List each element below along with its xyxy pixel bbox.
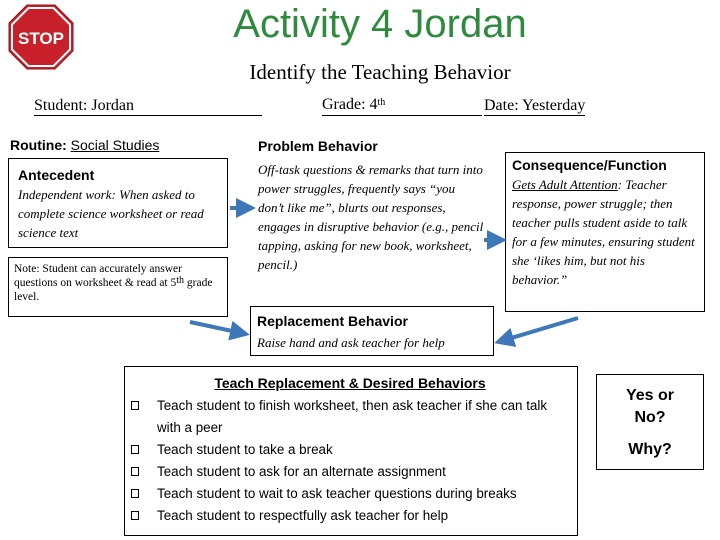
- list-item-text: Teach student to finish worksheet, then ask teacher if she can talk with a peer: [157, 398, 548, 435]
- yes-no-question: Yes or No?: [625, 387, 675, 426]
- stop-sign-label: STOP: [18, 29, 64, 48]
- list-item-text: Teach student to wait to ask teacher questions during breaks: [157, 486, 517, 501]
- antecedent-text: Independent work: When asked to complete science worksheet or read science text: [18, 187, 204, 240]
- problem-heading: Problem Behavior: [258, 138, 378, 154]
- consequence-colon: :: [617, 177, 623, 192]
- note-suffix: th: [176, 275, 185, 286]
- note-text: Note: Student can accurately answer questions on worksheet & read at 5: [14, 263, 182, 289]
- arrow-consequence-to-replacement: [498, 318, 578, 342]
- consequence-description: Teacher response, power struggle; then teacher pulls student aside to talk for a few minutes, ensuring student she ‘likes him, but not his behavior.”: [512, 177, 695, 287]
- routine-label: Routine:: [10, 137, 67, 153]
- arrow-note-to-replacement: [190, 322, 246, 334]
- grade-label: Grade: 4: [322, 96, 378, 113]
- page-subtitle: Identify the Teaching Behavior: [249, 60, 511, 84]
- list-item-text: Teach student to ask for an alternate assignment: [157, 464, 446, 479]
- page-title: Activity 4 Jordan: [233, 2, 527, 46]
- list-item-text: Teach student to take a break: [157, 442, 333, 457]
- consequence-function: Gets Adult Attention: [512, 177, 618, 192]
- replacement-heading: Replacement Behavior: [257, 313, 408, 329]
- consequence-heading: Consequence/Function: [512, 157, 667, 173]
- problem-text: Off-task questions & remarks that turn into power struggles, frequently says “you don’t like me”, blurts out responses, engages in disruptive behavior (e.g., pencil tapping, asking for new book, worksheet, pencil.): [258, 162, 484, 272]
- antecedent-heading: Antecedent: [18, 167, 95, 183]
- grade-suffix: th: [377, 97, 386, 108]
- date-field: Date: Yesterday: [484, 97, 586, 114]
- note-tail: grade level.: [14, 277, 213, 303]
- student-field: Student: Jordan: [34, 96, 262, 116]
- list-item-text: Teach student to respectfully ask teacher for help: [157, 508, 449, 523]
- replacement-text: Raise hand and ask teacher for help: [257, 335, 445, 350]
- routine-value: Social Studies: [70, 137, 160, 153]
- why-question: Why?: [628, 441, 672, 458]
- teach-heading: Teach Replacement & Desired Behaviors: [214, 375, 486, 391]
